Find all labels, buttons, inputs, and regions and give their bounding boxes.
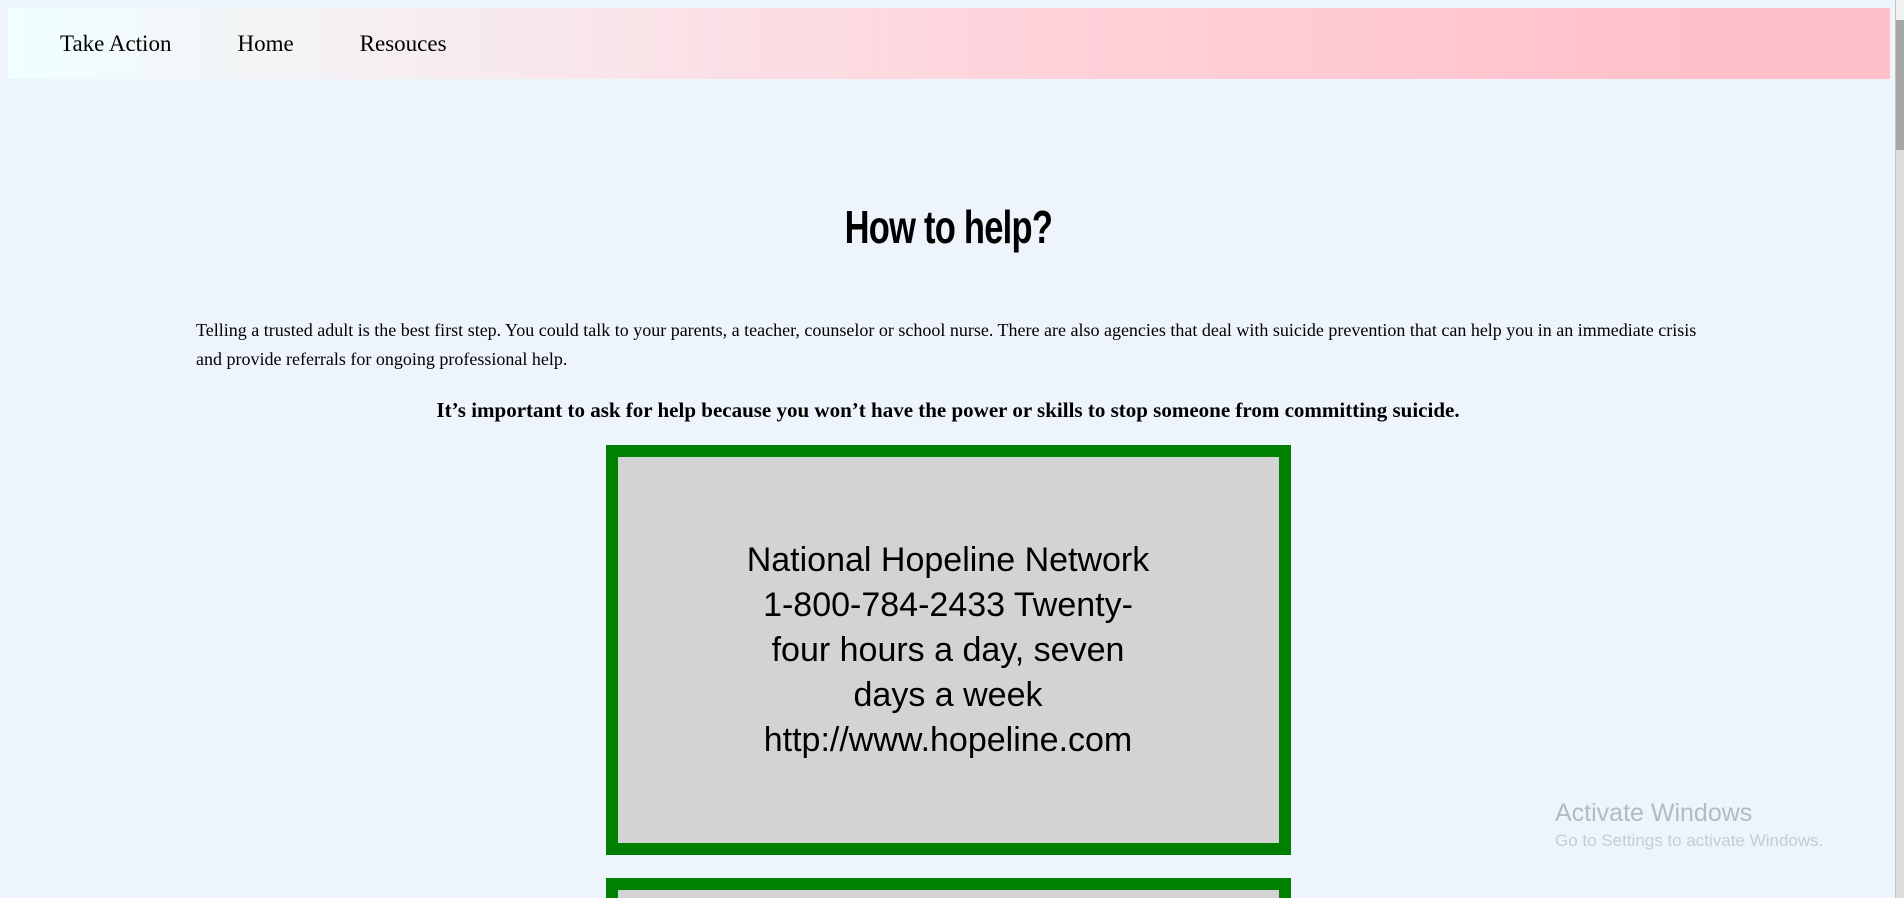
emphasis-line: It’s important to ask for help because you won’t have the power or skills to stop someone from committing suicide.: [436, 398, 1460, 422]
watermark-subtitle: Go to Settings to activate Windows.: [1555, 831, 1824, 850]
nav-link-home[interactable]: Home: [237, 30, 294, 56]
navbar: [8, 8, 1890, 79]
intro-paragraph: Telling a trusted adult is the best first step. You could talk to your parents, a teacher, counselor or school nurse. There are also agencies that deal with suicide prevention that can help you in an immediate crisis and provide referrals for ongoing professional help.: [196, 320, 1697, 369]
main-content: [0, 79, 1896, 898]
hotline-line: National Hopeline Network: [746, 540, 1150, 579]
nav-link-take-action[interactable]: Take Action: [60, 30, 172, 56]
page-title: [0, 201, 1896, 253]
page-title-text: How to help?: [844, 201, 1052, 253]
hotline-box-national-hopeline: [606, 445, 1291, 855]
nav-link-resources[interactable]: Resouces: [359, 30, 447, 56]
scrollbar-track-top[interactable]: [1896, 0, 1904, 20]
vertical-scrollbar[interactable]: [1895, 0, 1904, 898]
hotline-line: four hours a day, seven: [771, 630, 1125, 669]
watermark-title: Activate Windows: [1555, 799, 1753, 827]
hotline-line: http://www.hopeline.com: [763, 720, 1133, 759]
scrollbar-thumb[interactable]: [1896, 20, 1904, 150]
hotline-line: 1-800-784-2433 Twenty-: [763, 585, 1133, 624]
hotline-line: days a week: [853, 675, 1043, 714]
hotline-box-partial: [606, 878, 1291, 898]
